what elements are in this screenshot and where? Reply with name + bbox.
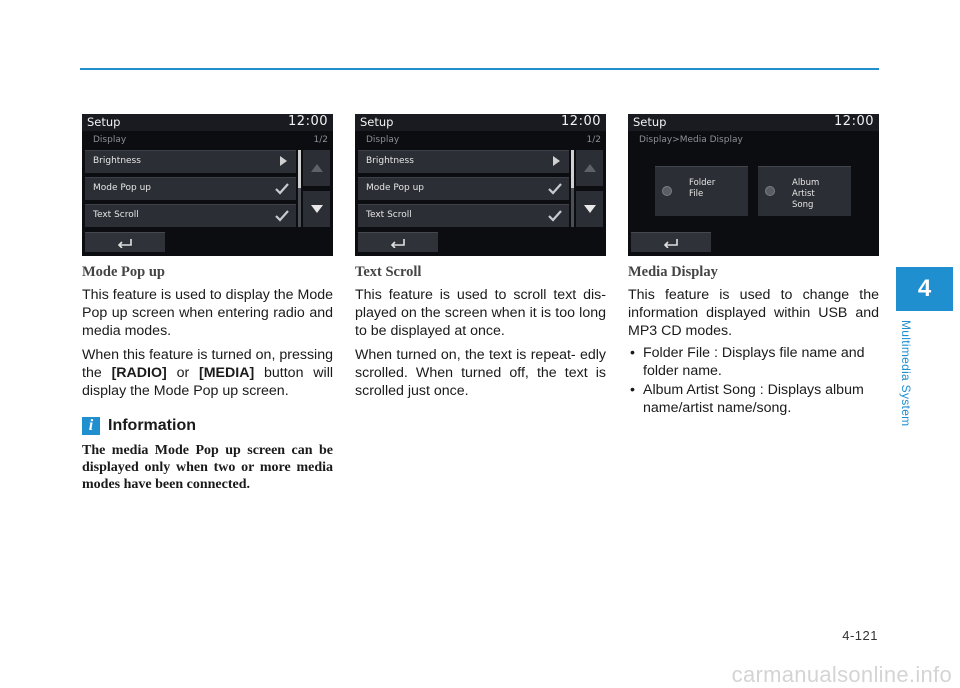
bullet-item: • Album Artist Song : Displays album name/artist name/song. xyxy=(628,381,879,417)
section-heading: Media Display xyxy=(628,264,718,280)
back-button[interactable] xyxy=(85,232,165,252)
scroll-up-button[interactable] xyxy=(576,150,603,186)
screen-title: Setup xyxy=(360,115,394,129)
checkmark-icon xyxy=(547,209,563,223)
chapter-label xyxy=(898,320,928,440)
scroll-up-button[interactable] xyxy=(303,150,330,186)
top-rule xyxy=(80,68,879,70)
screen-subtitle: Display>Media Display xyxy=(639,135,743,145)
back-arrow-icon xyxy=(390,237,406,248)
checkmark-icon xyxy=(274,182,290,196)
text-run: or xyxy=(166,364,200,381)
information-header xyxy=(82,417,333,435)
screen-header xyxy=(82,114,333,131)
column-media-display xyxy=(628,114,879,417)
option-album-artist-song[interactable] xyxy=(758,166,851,216)
menu-item-brightness[interactable] xyxy=(358,150,569,173)
paragraph xyxy=(82,346,333,401)
screen-header xyxy=(628,114,879,131)
menu-item-label: Brightness xyxy=(366,156,414,166)
chapter-label-text: Multimedia System xyxy=(899,320,913,427)
back-arrow-icon xyxy=(663,237,679,248)
menu-item-brightness[interactable] xyxy=(85,150,296,173)
checkmark-icon xyxy=(274,209,290,223)
radio-key-label: [RADIO] xyxy=(111,364,167,381)
option-folder-file[interactable] xyxy=(655,166,748,216)
menu-item-text-scroll[interactable] xyxy=(358,204,569,227)
chapter-tab: 4 xyxy=(896,267,953,311)
menu-item-mode-pop-up[interactable] xyxy=(85,177,296,200)
menu-item-label: Mode Pop up xyxy=(366,183,424,193)
media-key-label: [MEDIA] xyxy=(199,364,255,381)
back-arrow-icon xyxy=(117,237,133,248)
paragraph: This feature is used to display the Mode Pop up screen when entering radio and media modes. xyxy=(82,287,333,340)
screen-clock: 12:00 xyxy=(288,114,328,129)
screen-page-indicator: 1/2 xyxy=(313,135,328,145)
menu-item-label: Mode Pop up xyxy=(93,183,151,193)
screen-page-indicator: 1/2 xyxy=(586,135,601,145)
screen-subtitle: Display xyxy=(93,135,127,145)
information-body: The media Mode Pop up screen can be displayed only when two or more media modes have been connected. xyxy=(82,443,333,493)
info-icon: i xyxy=(82,417,100,435)
section-heading: Mode Pop up xyxy=(82,264,165,280)
menu-item-text-scroll[interactable] xyxy=(85,204,296,227)
column-mode-pop-up xyxy=(82,114,333,493)
down-triangle-icon xyxy=(311,205,323,213)
up-triangle-icon xyxy=(584,164,596,172)
down-triangle-icon xyxy=(584,205,596,213)
menu-item-mode-pop-up[interactable] xyxy=(358,177,569,200)
radio-button-icon xyxy=(765,186,775,196)
option-label: Album Artist Song xyxy=(792,178,820,210)
column-text-scroll xyxy=(355,114,606,400)
scrollbar-thumb[interactable] xyxy=(298,150,301,188)
setup-display-screen xyxy=(355,114,606,256)
screen-subtitle: Display xyxy=(366,135,400,145)
paragraph: This feature is used to change the information displayed within USB and MP3 CD modes. xyxy=(628,287,879,340)
menu-item-label: Brightness xyxy=(93,156,141,166)
bullet-item: • Folder File : Displays file name and folder name. xyxy=(628,344,879,380)
radio-button-icon xyxy=(662,186,672,196)
page-number: 4-121 xyxy=(842,628,878,643)
option-label: Folder File xyxy=(689,178,716,199)
up-triangle-icon xyxy=(311,164,323,172)
scrollbar-thumb[interactable] xyxy=(571,150,574,188)
screen-header xyxy=(355,114,606,131)
setup-display-screen xyxy=(82,114,333,256)
scroll-down-button[interactable] xyxy=(303,191,330,227)
back-button[interactable] xyxy=(631,232,711,252)
play-arrow-icon xyxy=(553,156,560,166)
text-run: button will display the Mode Pop up screen. xyxy=(82,364,333,400)
watermark: carmanualsonline.info xyxy=(731,662,952,687)
paragraph: This feature is used to scroll text dis- played on the screen when it is too long to be displayed at once. xyxy=(355,287,606,340)
play-arrow-icon xyxy=(280,156,287,166)
checkmark-icon xyxy=(547,182,563,196)
screen-clock: 12:00 xyxy=(561,114,601,129)
text-run: When this feature is turned on, pressing the xyxy=(82,346,333,381)
information-title: Information xyxy=(108,417,196,435)
scroll-down-button[interactable] xyxy=(576,191,603,227)
paragraph: When turned on, the text is repeat- edly scrolled. When turned off, the text is scrolled just once. xyxy=(355,346,606,400)
menu-item-label: Text Scroll xyxy=(93,210,139,220)
screen-title: Setup xyxy=(633,115,667,129)
bullet-list xyxy=(628,344,879,418)
screen-title: Setup xyxy=(87,115,121,129)
screen-clock: 12:00 xyxy=(834,114,874,129)
section-heading: Text Scroll xyxy=(355,264,422,280)
media-display-screen xyxy=(628,114,879,256)
back-button[interactable] xyxy=(358,232,438,252)
menu-item-label: Text Scroll xyxy=(366,210,412,220)
